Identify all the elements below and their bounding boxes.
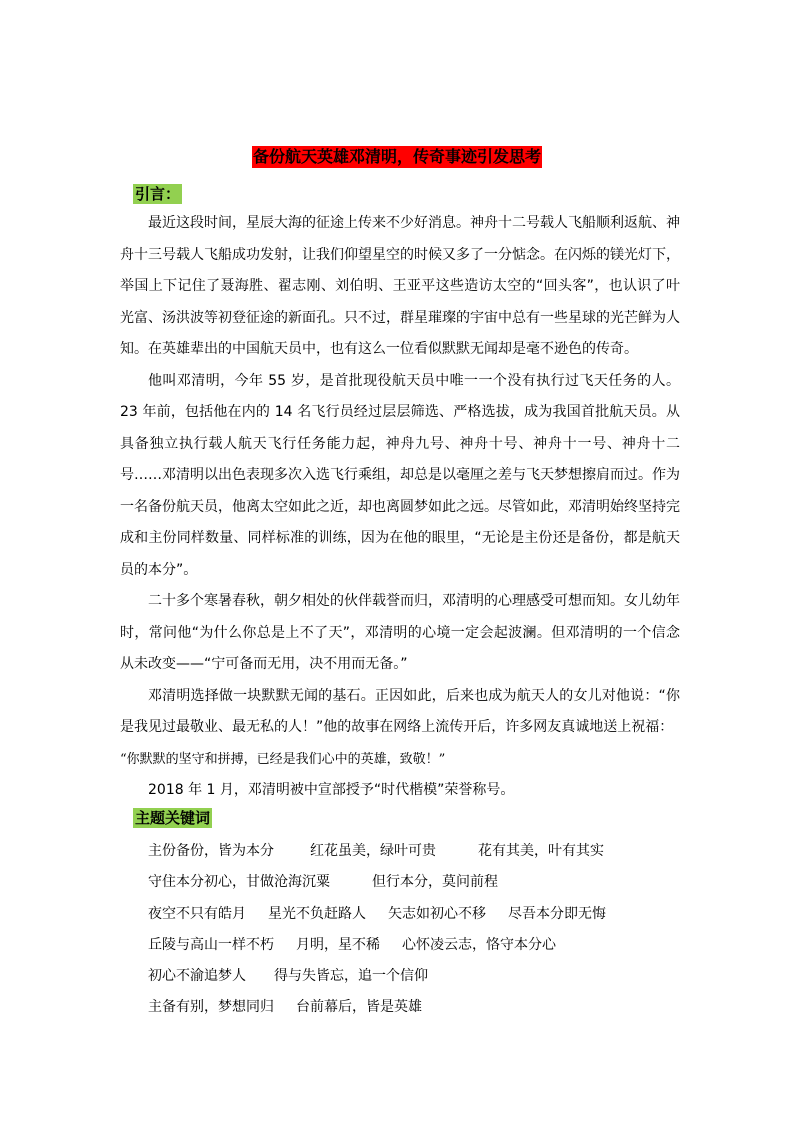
keyword-row (148, 899, 688, 930)
intro-label: 引言： (135, 185, 181, 203)
keyword-row (148, 836, 688, 867)
keyword-phrase: 主备有别，梦想同归 (148, 999, 274, 1016)
keyword-phrase: 心怀凌云志，恪守本分心 (402, 936, 556, 953)
keyword-row (148, 867, 688, 898)
paragraph-2: 他叫邓清明，今年 55 岁，是首批现役航天员中唯一一个没有执行过飞天任务的人。23 年前，包括他在内的 14 名飞行员经过层层筛选、严格选拔，成为我国首批航天员。从具备独立执行载人航天飞行任务能力起，神舟九号、神舟十号、神舟十一号、神舟十二号……邓清明以出色表现多次入选飞行乘组，却总是以毫厘之差与飞天梦想擦肩而过。作为一名备份航天员，他离太空如此之近，却也离圆梦如此之远。尽管如此，邓清明始终坚持完成和主份同样数量、同样标准的训练，因为在他的眼里，“无论是主份还是备份，都是航天员的本分”。 (120, 372, 680, 578)
keyword-phrase: 矢志如初心不移 (388, 905, 486, 922)
title-container (0, 146, 794, 168)
keyword-phrase: 但行本分，莫问前程 (372, 874, 498, 891)
keyword-row (148, 961, 688, 992)
document-title: 备份航天英雄邓清明，传奇事迹引发思考 (252, 147, 541, 166)
keywords-list (148, 836, 688, 1024)
paragraph-1: 最近这段时间，星辰大海的征途上传来不少好消息。神舟十二号载人飞船顺利返航、神舟十三号载人飞船成功发射，让我们仰望星空的时候又多了一分惦念。在闪烁的镁光灯下，举国上下记住了聂海胜、翟志刚、刘伯明、王亚平这些造访太空的“回头客”，也认识了叶光富、汤洪波等初登征途的新面孔。只不过，群星璀璨的宇宙中总有一些星球的光芒鲜为人知。在英雄辈出的中国航天员中，也有这么一位看似默默无闻却是毫不逊色的传奇。 (120, 215, 680, 357)
keyword-phrase: 台前幕后，皆是英雄 (296, 999, 422, 1016)
keyword-phrase: 守住本分初心，甘做沧海沉粟 (148, 874, 330, 891)
closing-paragraph: 2018 年 1 月，邓清明被中宣部授予“时代楷模”荣誉称号。 (148, 782, 515, 798)
keyword-phrase: 红花虽美，绿叶可贵 (310, 843, 436, 859)
keyword-row (148, 992, 688, 1023)
article-body (120, 208, 680, 807)
keyword-row (148, 930, 688, 961)
keyword-phrase: 丘陵与高山一样不朽 (148, 936, 274, 953)
keyword-phrase: 主份备份，皆为本分 (148, 843, 274, 859)
keywords-label: 主题关键词 (135, 809, 211, 827)
paragraph-4: 邓清明选择做一块默默无闻的基石。正因如此，后来也成为航天人的女儿对他说：“你是我见过最敬业、最无私的人！”他的故事在网络上流传开后，许多网友真诚地送上祝福： (120, 687, 680, 735)
keyword-phrase: 夜空不只有皓月 (148, 905, 246, 922)
keyword-phrase: 花有其美，叶有其实 (478, 843, 604, 859)
keyword-phrase: 星光不负赶路人 (268, 905, 366, 922)
keyword-phrase: 尽吾本分即无悔 (508, 905, 606, 922)
keyword-phrase: 初心不渝追梦人 (148, 968, 246, 985)
paragraph-3: 二十多个寒暑春秋，朝夕相处的伙伴载誉而归，邓清明的心理感受可想而知。女儿幼年时，常问他“为什么你总是上不了天”，邓清明的心境一定会起波澜。但邓清明的一个信念从未改变——“宁可备而无用，决不用而无备。” (120, 593, 680, 672)
keyword-phrase: 月明，星不稀 (296, 936, 380, 953)
netizen-quote: “你默默的坚守和拼搏，已经是我们心中的英雄，致敬！” (120, 751, 446, 767)
keyword-phrase: 得与失皆忘，追一个信仰 (274, 968, 428, 985)
